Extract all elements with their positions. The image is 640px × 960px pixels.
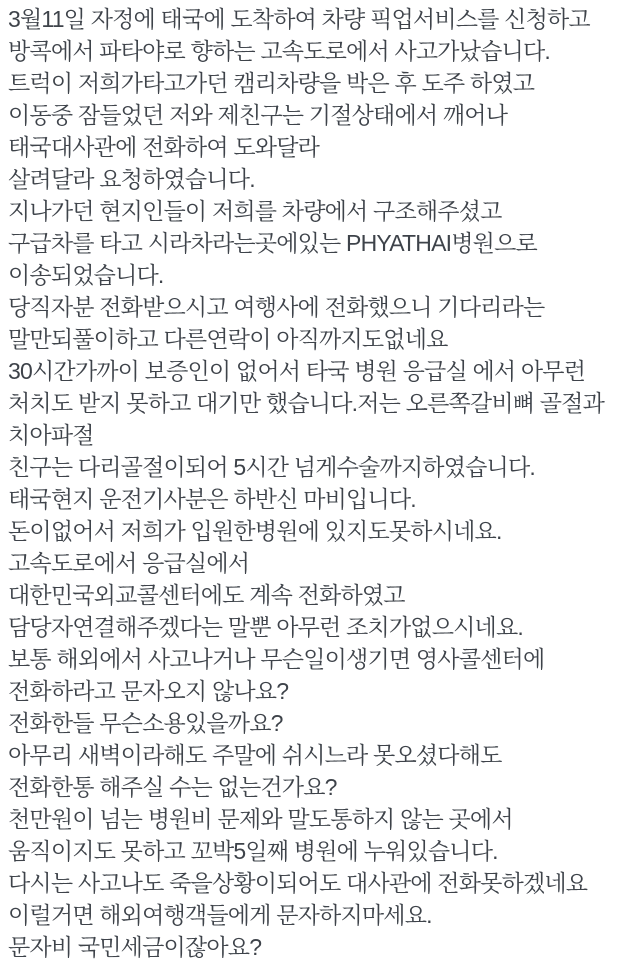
text-line: 당직자분 전화받으시고 여행사에 전화했으니 기다리라는 — [8, 294, 545, 320]
text-line: 30시간가까이 보증인이 없어서 타국 병원 응급실 에서 아무런 — [8, 358, 586, 384]
text-line: 치아파절 — [8, 422, 94, 448]
text-line: 아무리 새벽이라해도 주말에 쉬시느라 못오셨다해도 — [8, 742, 502, 768]
text-line: 3월11일 자정에 태국에 도착하여 차량 픽업서비스를 신청하고 — [8, 6, 590, 32]
text-line: 방콕에서 파타야로 향하는 고속도로에서 사고가났습니다. — [8, 38, 550, 64]
text-line: 처치도 받지 못하고 대기만 했습니다.저는 오른쪽갈비뼈 골절과 — [8, 390, 604, 416]
text-line: 이송되었습니다. — [8, 262, 164, 288]
text-line: 전화한통 해주실 수는 없는건가요? — [8, 774, 337, 800]
text-line: 문자비 국민세금이잖아요? — [8, 934, 262, 960]
text-line: 이동중 잠들었던 저와 제친구는 기절상태에서 깨어나 — [8, 102, 508, 128]
text-line: 돈이없어서 저희가 입원한병원에 있지도못하시네요. — [8, 518, 502, 544]
text-line: 보통 해외에서 사고나거나 무슨일이생기면 영사콜센터에 — [8, 646, 545, 672]
text-line: 태국대사관에 전화하여 도와달라 — [8, 134, 320, 160]
text-line: 태국현지 운전기사분은 하반신 마비입니다. — [8, 486, 416, 512]
text-line: 구급차를 타고 시라차라는곳에있는 PHYATHAI병원으로 — [8, 230, 537, 256]
text-line: 이럴거면 해외여행객들에게 문자하지마세요. — [8, 902, 432, 928]
text-line: 대한민국외교콜센터에도 계속 전화하였고 — [8, 582, 405, 608]
text-line: 전화한들 무슨소용있을까요? — [8, 710, 283, 736]
text-line: 말만되풀이하고 다른연락이 아직까지도없네요 — [8, 326, 448, 352]
text-line: 다시는 사고나도 죽을상황이되어도 대사관에 전화못하겠네요 — [8, 870, 588, 896]
text-line: 천만원이 넘는 병원비 문제와 말도통하지 않는 곳에서 — [8, 806, 513, 832]
text-line: 움직이지도 못하고 꼬박5일째 병원에 누워있습니다. — [8, 838, 498, 864]
text-line: 담당자연결해주겠다는 말뿐 아무런 조치가없으시네요. — [8, 614, 523, 640]
text-line: 트럭이 저희가타고가던 캠리차량을 박은 후 도주 하였고 — [8, 70, 535, 96]
text-line: 전화하라고 문자오지 않나요? — [8, 678, 289, 704]
text-line: 친구는 다리골절이되어 5시간 넘게수술까지하였습니다. — [8, 454, 535, 480]
text-line: 지나가던 현지인들이 저희를 차량에서 구조해주셨고 — [8, 198, 502, 224]
text-line: 고속도로에서 응급실에서 — [8, 550, 250, 576]
text-line: 살려달라 요청하였습니다. — [8, 166, 255, 192]
